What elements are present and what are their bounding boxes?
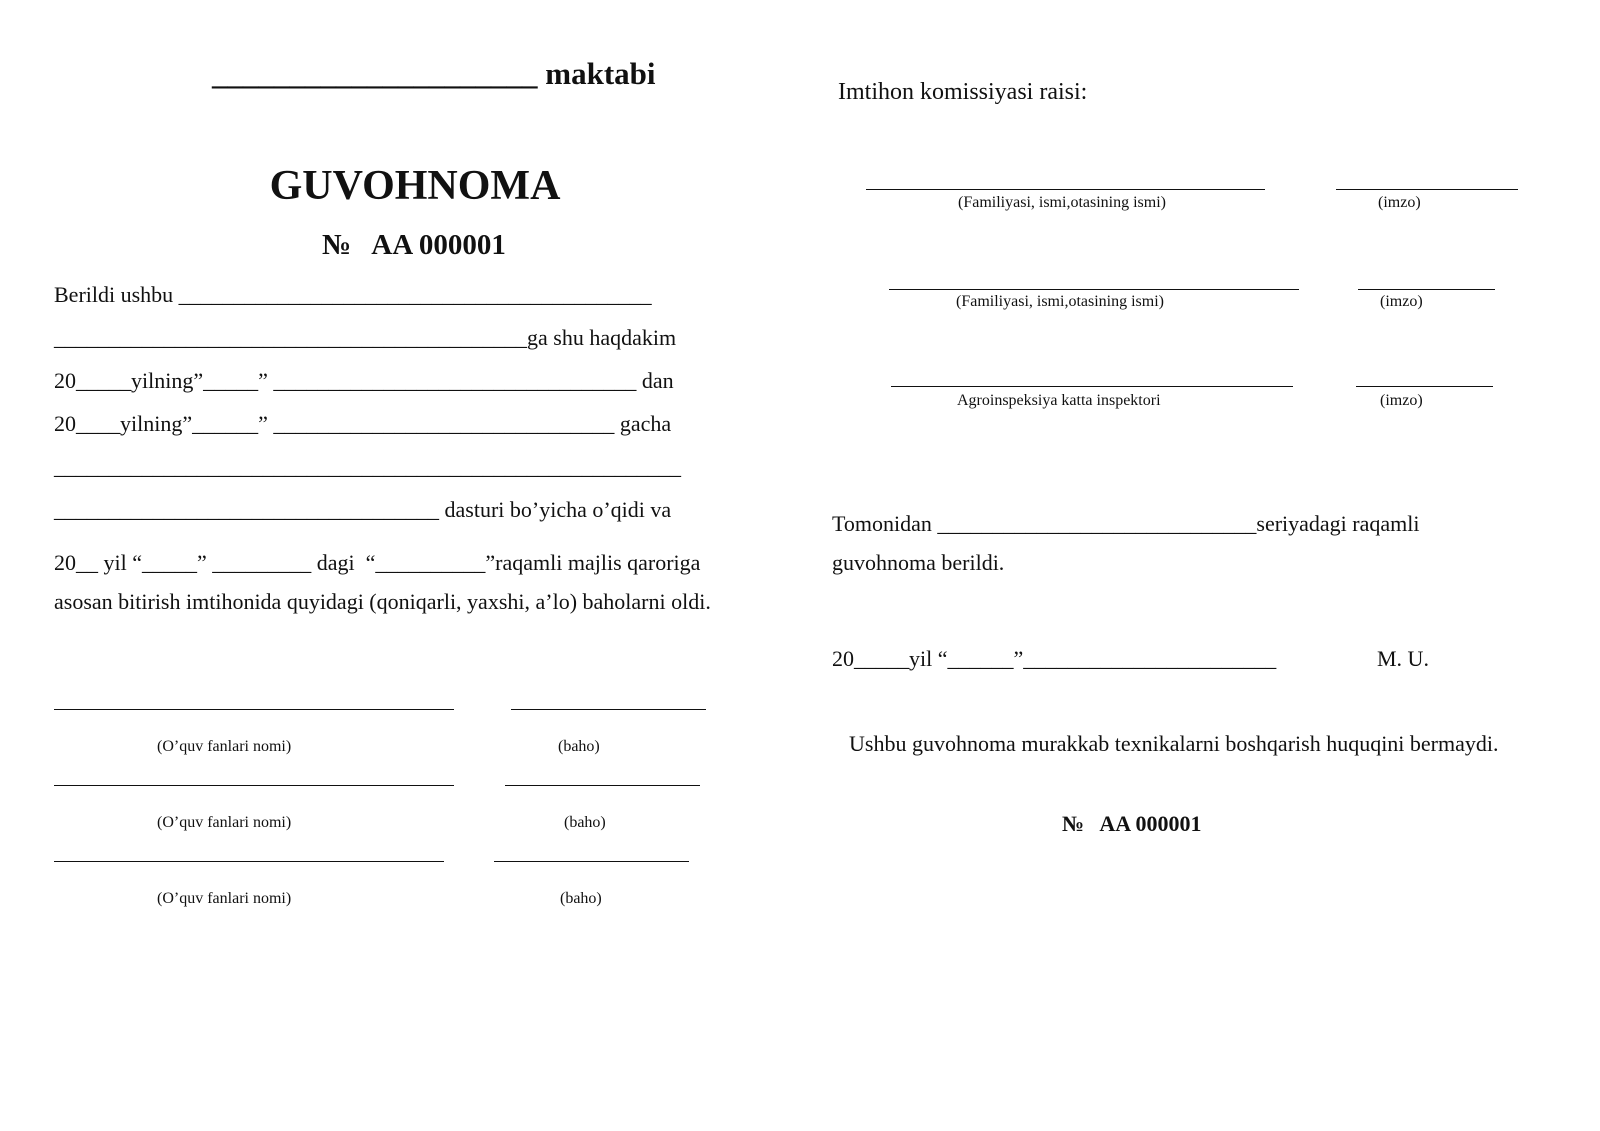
name-line xyxy=(889,289,1299,290)
subject-line xyxy=(54,861,444,862)
body-line-6: ___________________________________ dasturi bo’yicha o’qidi va xyxy=(54,497,672,522)
certificate-number-copy: № AA 000001 xyxy=(1062,811,1202,836)
issue-date-field: 20_____yil “______”_______________________ xyxy=(832,646,1277,671)
signature-line xyxy=(1358,289,1495,290)
subject-line xyxy=(54,785,454,786)
body-line-4: 20____yilning”______” _______________________________ gacha xyxy=(54,411,672,436)
body-line-3: 20_____yilning”_____” _________________________________ dan xyxy=(54,368,674,393)
subject-caption: (O’quv fanlari nomi) xyxy=(157,890,292,907)
issued-line-1: Tomonidan _____________________________seriyadagi raqamli xyxy=(832,511,1420,536)
stamp-place: M. U. xyxy=(1377,646,1429,671)
issued-line-2: guvohnoma berildi. xyxy=(832,550,1005,575)
grade-line xyxy=(505,785,700,786)
body-line-5: _________________________________________________________ xyxy=(54,454,681,479)
grade-line xyxy=(511,709,706,710)
name-caption: (Familiyasi, ismi,otasining ismi) xyxy=(958,194,1166,211)
commission-header: Imtihon komissiyasi raisi: xyxy=(838,79,1088,105)
signature-caption: (imzo) xyxy=(1380,392,1423,409)
name-caption: Agroinspeksiya katta inspektori xyxy=(957,392,1161,409)
subject-caption: (O’quv fanlari nomi) xyxy=(157,738,292,755)
notice-text: Ushbu guvohnoma murakkab texnikalarni boshqarish huquqini bermaydi. xyxy=(849,731,1499,756)
body-line-1: Berildi ushbu ___________________________________________ xyxy=(54,282,652,307)
signature-line xyxy=(1336,189,1518,190)
body-line-8: asosan bitirish imtihonida quyidagi (qoniqarli, yaxshi, a’lo) baholarni oldi. xyxy=(54,589,711,614)
name-line xyxy=(891,386,1293,387)
signature-caption: (imzo) xyxy=(1378,194,1421,211)
body-line-2: ___________________________________________ga shu haqdakim xyxy=(54,325,677,350)
name-line xyxy=(866,189,1265,190)
body-line-7: 20__ yil “_____” _________ dagi “__________”raqamli majlis qaroriga xyxy=(54,550,701,575)
signature-caption: (imzo) xyxy=(1380,293,1423,310)
subject-caption: (O’quv fanlari nomi) xyxy=(157,814,292,831)
grade-line xyxy=(494,861,689,862)
grade-caption: (baho) xyxy=(560,890,602,907)
school-name-field: _____________________ maktabi xyxy=(212,56,656,91)
signature-line xyxy=(1356,386,1493,387)
right-page xyxy=(800,0,1600,1131)
certificate-number: № AA 000001 xyxy=(322,229,506,261)
document-title: GUVOHNOMA xyxy=(269,163,561,209)
grade-caption: (baho) xyxy=(558,738,600,755)
grade-caption: (baho) xyxy=(564,814,606,831)
subject-line xyxy=(54,709,454,710)
name-caption: (Familiyasi, ismi,otasining ismi) xyxy=(956,293,1164,310)
